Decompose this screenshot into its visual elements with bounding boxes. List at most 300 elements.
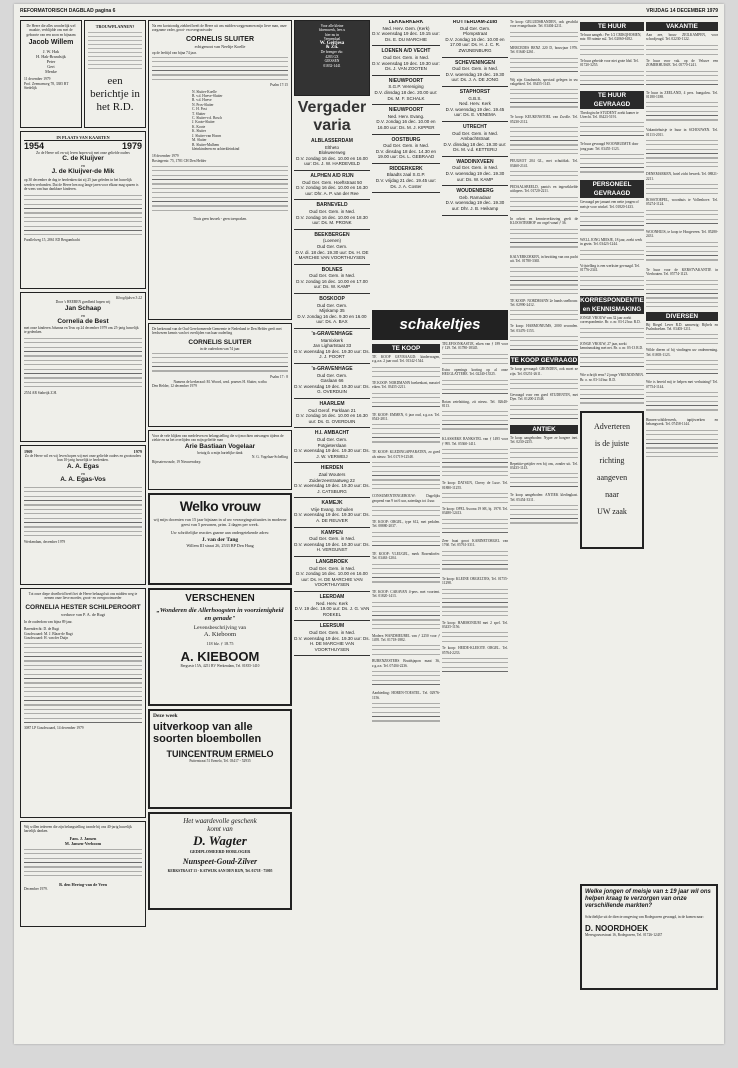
church-place: 's-GRAVENHAGE xyxy=(311,366,353,372)
noordhoek-sub: Schriftelijke uit de directe omgeving van Bodegraven gevraagd, in de komen naar: xyxy=(585,914,704,919)
section-header: KORRESPONDENTIE en KENNISMAKING xyxy=(580,296,644,313)
classified-text-lines xyxy=(646,360,718,376)
classified-text-lines xyxy=(510,229,578,251)
classified-ad: TELEFOONKASTJE, eiken van ƒ 189 voor ƒ 129. Tel. 01780-18345. xyxy=(442,342,508,351)
church-place: OOSTBURG xyxy=(391,136,421,143)
church-name: Oud Ger. Gem. in Ned. xyxy=(308,536,356,542)
church-listing xyxy=(294,139,370,167)
church-listing xyxy=(442,61,508,83)
church-listing xyxy=(442,189,508,211)
ad-wagter xyxy=(148,812,292,910)
classified-text-lines xyxy=(510,127,578,155)
classified-text-lines xyxy=(442,411,508,433)
church-list-2 xyxy=(372,20,440,193)
anniversary-egas xyxy=(20,445,146,585)
verschenen-sub: Levensbeschrijving van xyxy=(193,625,247,631)
section-header: TE HUUR GEVRAAGD xyxy=(580,91,644,109)
classified-ad: Repetitie-getijder een bij ons, zonder uit. Tel. 03435-1143. xyxy=(510,461,578,470)
classified-text-lines xyxy=(510,197,578,213)
church-listing xyxy=(294,297,370,325)
church-place: UTRECHT xyxy=(463,123,487,130)
schaap-address: 2554 AR Stabeijk Z.H. xyxy=(24,390,58,395)
church-place: ALBLASSERDAM xyxy=(311,138,353,144)
church-name: Oud Ger. Gem. in Ned. xyxy=(382,54,430,60)
geitjes-line: Voor alle kleine xyxy=(320,24,344,28)
divider xyxy=(442,156,508,157)
classified-ad: BURENZESTERS Bruidsjapon maat 36, z.g.a.n. Tel. 07404-2236. xyxy=(372,659,440,668)
obit-name: CORNELIA HESTER SCHILPEROORT xyxy=(25,603,141,611)
church-listing xyxy=(294,203,370,225)
classified-ad: WELL JONG MEISJE, 18 jaar, zoekt werk in gezin. Tel. 03423-1244. xyxy=(580,238,643,247)
classified-ad: KLASSIEKE BANKSTEL van ƒ 1495 voor ƒ 995. Tel. 05360-1411. xyxy=(442,437,508,446)
church-detail: D.V. woensdag 19 dec. 19.30 uur: Ds. A. DE REUVER xyxy=(294,512,370,524)
church-listing xyxy=(442,125,508,153)
sibling-1: Peter xyxy=(46,59,56,65)
church-name: Oud Ger. Gem. in Ned. xyxy=(382,143,430,149)
divider xyxy=(294,229,370,230)
trouwplannen-ad xyxy=(84,20,146,128)
church-listing xyxy=(372,79,440,101)
church-name: Oud Ger. Gem. xyxy=(316,302,348,308)
classified-text-lines xyxy=(510,32,578,42)
classified-ad: TE KOOP: KLEDINGAPPARATEN, zo goed als nieuw. Tel. 01719-12548. xyxy=(372,450,440,459)
church-listing xyxy=(372,108,440,130)
classified-text-lines xyxy=(510,310,578,320)
vogelaar-signed: N. G. Vogelaar-Schelling xyxy=(251,455,288,460)
church-detail: D.V. zondag 16 dec. 10.00 en 16.30 uur: Ds. G. OVERDUIN xyxy=(296,413,368,424)
classified-ad: TE KOOP: NORDMANN boekenkast, massief eiken. Tel. 03455-2211. xyxy=(372,380,440,390)
classified-ad: Gevraagd voor een goed STUDENTIN, met Dyn. Tel. 01200-21548. xyxy=(510,392,578,402)
ad-geitjes xyxy=(294,20,370,96)
classified-ad: Binnen-schilderwerk, tapijtwerken en behangwerk. Tel. 07458-1144. xyxy=(646,417,718,427)
church-listing xyxy=(372,167,440,189)
church-detail: D.V. zondag 16 dec. 10.00 en 16.00 uur: Ds. H. DE MARCHIE VAN VOORTHUYSEN xyxy=(296,571,368,588)
classified-ad: BOSSTOEPEL, woonhuis te Vollenhove. Tel. 05274-1124. xyxy=(646,198,718,207)
ad-verschenen xyxy=(148,588,292,706)
sluiter-intro: Na een kortstondig ziekbed heeft de Heere uit ons midden weggenomen mijn lieve man, onze zorgzame vader, groot- en overgrootvader xyxy=(152,24,287,33)
classified-text-lines xyxy=(510,336,578,352)
classified-text-lines xyxy=(510,58,578,74)
welkom-sub: Uw schriftelijke reacties gaarne aan ondergetekende adres: xyxy=(170,530,270,535)
classified-text-lines xyxy=(510,448,578,458)
divider xyxy=(372,104,440,105)
church-place: HAARLEM xyxy=(319,400,345,407)
divider xyxy=(294,328,370,329)
classified-list-1 xyxy=(372,355,440,725)
church-place: 's-GRAVENHAGE xyxy=(311,331,353,338)
classified-ad: TE KOOP GEVRAAGD: kinderwagen, z.g.a.n. 2 jaar oud. Tel. 01342-1544. xyxy=(372,355,440,364)
classified-text-lines xyxy=(372,367,440,377)
church-place: H.I. AMBACHT xyxy=(314,430,350,437)
church-name: Oud Ger. Gem. xyxy=(316,436,348,442)
church-place: WADDINXVEEN xyxy=(456,158,494,165)
divider xyxy=(294,170,370,171)
classified-text-lines xyxy=(442,354,508,364)
church-service: D.V. zondag 16 dec. 10.00 en 17.00 uur: Ds. H. J. C. R. ZWIJNENBURG xyxy=(445,36,505,53)
family-line: T. Sluiter xyxy=(192,111,206,116)
classified-ad: Te koop: HEIDE-KLEIOTE ORGEL. Tel. 05764-2233. xyxy=(442,646,508,655)
egas-name-2: A. A. Egas-Vos xyxy=(60,475,106,483)
bloemen-label: Deze week xyxy=(153,713,178,719)
ad-line-3: richting xyxy=(599,456,625,466)
sluiter-verse: Psalm 17:15 xyxy=(270,83,288,88)
verschenen-quote: „Wonderen die Allerhoogsten in voorzienigheid en genade" xyxy=(156,607,284,622)
classified-text-lines xyxy=(580,276,644,292)
church-place: HIERDEN xyxy=(320,465,344,472)
birth-date: 11 december 1979 xyxy=(24,77,51,82)
church-name: Oud Ger. Gem. in Ned. xyxy=(308,565,356,571)
year-end: 1979 xyxy=(121,141,142,151)
egas-en: en xyxy=(81,470,85,476)
classified-text-lines xyxy=(442,632,508,642)
birth-intro: De Heere die alles wonderlijk wel maakte, verblijdde ons met de geboorte van een zoon en bijnaam xyxy=(26,24,76,37)
vergader-varia-title: Vergader varia xyxy=(297,99,367,134)
church-place: RIDDERKERK xyxy=(389,165,423,172)
classified-text-lines xyxy=(442,449,508,477)
classified-ad: Te koop aangeboden: Nyper ze borgere inet. Tel. 0230-2255. xyxy=(510,435,578,445)
welkom-address: Willem III straat 26, 2533 BP Den Haag xyxy=(186,543,254,548)
classified-text-lines xyxy=(580,250,644,260)
sibling-2: Gert xyxy=(47,64,55,70)
classified-text-lines xyxy=(646,102,718,124)
classified-text-lines xyxy=(442,519,508,535)
noordhoek-address: Meresgouwestraat 16, Bodegraven, Tel. 01726-12437 xyxy=(585,933,663,938)
column-6 xyxy=(510,20,578,1040)
classified-ad: Te koop aangeboden: ANTIEK kledingkast. Tel. 05454-3311. xyxy=(510,493,578,502)
church-name: Oud Ger. Gem. in Ned. xyxy=(451,66,499,72)
church-name: Vrije Evang. Schuilen xyxy=(310,506,354,512)
divider xyxy=(294,199,370,200)
sluiter-age: op de leeftijd van bijna 74 jaar. xyxy=(152,50,197,55)
section-diversen: DIVERSEN xyxy=(646,312,718,321)
classified-text-lines xyxy=(372,393,440,409)
church-name: Ned. Herv. Evang. xyxy=(387,113,425,119)
church-detail: Ambachtstraat xyxy=(460,136,490,142)
church-place: LOENEN A/D VECHT xyxy=(381,48,431,55)
classified-text-lines xyxy=(646,242,718,264)
thanks-name-3: B. den Hertog-van de Veen xyxy=(59,881,107,887)
birth-address: Prof. Zeemanweg 78, 3385 BT Stedelijk xyxy=(24,81,69,91)
family-line: J. Sluiter-van Hoorn xyxy=(192,133,222,138)
ad-adverteren xyxy=(580,411,644,549)
church-detail: D.V. zondag 16 dec. 10.00 en 17.00 uur: Ds. W. KAMP xyxy=(296,278,368,290)
church-detail: Potgieterslaan xyxy=(317,442,347,448)
schaap-intro: Door 's HEEREN goedheid hopen wij xyxy=(55,300,111,305)
schakeltjes-banner: schakeltjes xyxy=(372,310,508,340)
wagter-name: D. Wagter xyxy=(193,833,247,848)
classified-text-lines xyxy=(372,424,440,446)
classified-ad: Aanbieding: HOREN-TOESTEL. Tel. 02976-1156. xyxy=(372,691,440,700)
ad-welkom-vrouw xyxy=(148,493,292,585)
church-detail: D.V. zondag 16 dec. 10.00 en 16.00 uur: Ds. M. J. KIPPER xyxy=(376,119,436,130)
church-place: LEERSUM xyxy=(319,623,345,630)
liefde-name-1: C. de Kluijver xyxy=(62,155,104,163)
church-place: BEEKBERGEN xyxy=(314,231,350,238)
classified-ad: JONGE VROUW, 27 jaar, zoekt kennismaking met net. Br. o. nr. 03-13 R.D. xyxy=(580,341,643,350)
section-te-koop-gevraagd: TE KOOP GEVRAAGD xyxy=(510,357,578,365)
classified-ad: Zeer fraai groot KABINETORGEL van 1760. Tel. 05761-3311. xyxy=(442,538,508,548)
newspaper-page xyxy=(14,4,724,1044)
church-name: Oud Ger. Gem. in Ned. xyxy=(451,130,499,136)
family-line: N. Pros-Sluiter xyxy=(192,102,214,107)
classified-ad: Bij Riegel Lever R.D. aanwezig: Bijbels en Psalmboeken. Tel. 03403-1211. xyxy=(646,322,718,331)
classified-ad: CONSUMENTENGEBOUW: Dagelijks geopend van 9 tot 6 uur, zaterdags tot 4 uur. xyxy=(372,494,440,503)
classified-text-lines xyxy=(372,506,440,516)
classified-ad: TE KOOP: VLEUGEL, merk Bosendorfer. Tel. 03463-1204. xyxy=(372,551,440,561)
obit-intro: Tot onze diepe droefheid heeft het de Heere behaagd uit ons midden weg te nemen onze lieve moeder, groot- en overgrootmoeder xyxy=(28,592,138,601)
classified-ad: MERCEDES BENZ 220 D, bouwjaar 1976. Tel. 01640-2261. xyxy=(510,45,578,55)
header-right: VRIJDAG 14 DECEMBER 1979 xyxy=(646,8,718,14)
church-name: Oud Ger. Gem. xyxy=(459,25,491,31)
parent-1: J. W. Hak xyxy=(42,49,60,55)
divider xyxy=(442,86,508,87)
classified-ad: DENEMARKEN, hotel zicht bewerk. Tel. 08821-2211. xyxy=(646,172,718,181)
thanks-jansen xyxy=(20,821,146,927)
birth-name: Jacob Willem xyxy=(28,39,74,47)
classified-ad: WOONHUIS, te koop te Hoogeveen. Tel. 05280-2431. xyxy=(646,229,718,239)
church-service: D.V. woensdag 19 dec. 19.30 uur: Ds. G. OVERDUIN xyxy=(294,383,370,395)
classified-ad: PEDAALSBEELD, panta's en ingewikkelde uitlopers. Tel. 01720-2211. xyxy=(510,185,578,194)
classified-sections xyxy=(580,22,644,407)
ad-noordhoek xyxy=(580,884,718,990)
church-name: S.G.P. Vereniging xyxy=(388,84,424,90)
church-place: BOSKOOP xyxy=(319,296,345,303)
classified-ad: JONGE VROUW van 32 jaar zoekt correspondentie. Br. o. nr. 03-12 bur. R.D. xyxy=(580,315,641,325)
column-1 xyxy=(20,20,146,1040)
classified-list-2 xyxy=(442,342,508,674)
anniversary-kluijver xyxy=(20,131,146,289)
church-listing xyxy=(294,501,370,523)
classified-text-lines xyxy=(442,551,508,573)
schaap-en: en xyxy=(81,312,85,318)
church-listing xyxy=(294,402,370,424)
church-place: ROTTERDAM-Zuid xyxy=(452,20,498,25)
year-start: 1954 xyxy=(24,141,45,151)
divider xyxy=(294,591,370,592)
divider xyxy=(294,264,370,265)
church-notice-sluiter xyxy=(148,323,292,427)
schaap-text: met onze kinderen Johanna en Teus op 24 december 1979 ons 25-jarig huwelijk te gedenken. xyxy=(24,325,139,335)
classified-ad: In orkest en kennisverkiezing geeft de KLOOSTERHOF uw orgel vanaf ƒ 36. xyxy=(510,216,578,226)
classified-ad: Extra openings korting op al onze HEUGLATTERE. Tel. 02240-13525. xyxy=(442,367,508,377)
schaap-heading: Klooglijdeen 3:22 xyxy=(115,296,142,300)
geitjes-line: 4283 GX xyxy=(325,54,339,59)
classified-text-lines xyxy=(510,505,578,527)
classified-text-lines xyxy=(646,140,718,168)
church-detail: D.V. dinsdag 18 dec. 20.00 uur: Ds. M. F. SCHALK xyxy=(374,89,438,101)
church-place: LANGBROEK xyxy=(315,559,349,566)
church-detail: Mijskamp 35 xyxy=(319,308,345,314)
classified-text-lines xyxy=(510,379,578,389)
family-line: M. Sluiter xyxy=(192,138,207,143)
classified-text-lines xyxy=(646,210,718,226)
church-place: BARNEVELD xyxy=(316,202,348,209)
church-list-1 xyxy=(294,139,370,656)
family-line: C. H. Post xyxy=(192,107,207,112)
family-line: K. Koote xyxy=(192,124,206,129)
church-name: Oud Ger. Gem. Hoeftstraat 50 xyxy=(301,179,363,185)
vakantie-list xyxy=(646,33,718,308)
verschenen-address: Bergsestr 15A, 4251 BV Werkendam, Tel. 01835-1410 xyxy=(180,664,260,668)
church-name: Geb. Ramadaar xyxy=(458,194,492,200)
bericht-sub: in de ouderdom van 74 jaar. xyxy=(199,346,241,351)
church-name: Blaadts zaal S.G.P. xyxy=(386,172,426,178)
classified-ad: Te koop: HARMONIUM met 2 spel. Tel. 03435-1156. xyxy=(442,620,508,629)
church-listing xyxy=(294,560,370,588)
church-listing xyxy=(294,367,370,395)
bloemen-title: uitverkoop van alle soorten bloembollen xyxy=(153,721,262,745)
classified-ad: Te huur aangeb.: Per 1/2 CRIKQHOMEN, mts: 80 ruimte m2. Tel. 02060-6182. xyxy=(580,33,642,42)
classified-text-lines xyxy=(442,380,508,396)
church-detail: Oud Ger. Gem. xyxy=(316,243,348,249)
classified-text-lines xyxy=(646,71,718,87)
church-name: Oud Ger. Gem. in Ned. xyxy=(451,165,499,171)
church-detail: D.V. vrijdag 21 dec. 19.45 uur: Ds. J. A. Coster xyxy=(375,178,437,189)
divider xyxy=(294,427,370,428)
obit-sub: weduwe van P. A. de Rugt xyxy=(60,611,106,617)
classified-text-lines xyxy=(372,645,440,655)
church-detail: Ned. Herv. Kerk xyxy=(459,101,491,107)
classified-ad: TE KOOP: ORGEL, type 612, met pedalen. Tel. 08880-2037. xyxy=(372,520,440,529)
classified-ad: Gevraagd per januari een nette jongen of meisje voor winkel. Tel. 01820-1433. xyxy=(580,200,639,209)
classified-text-lines xyxy=(372,602,440,630)
classified-ad: PEUGEOT 204 GL, met schuifdak. Tel. 03460-2141. xyxy=(510,159,578,168)
bericht-place: Den Helder, 12 december 1979 xyxy=(152,384,197,389)
church-name: G.B.S. xyxy=(468,95,482,101)
church-name: Oud Ger. Gem. in Ned. xyxy=(308,273,356,279)
ad-tuincentrum xyxy=(148,709,292,809)
sluiter-sub: echtgenoot van Neeltje Koelle xyxy=(194,43,246,49)
divider xyxy=(294,462,370,463)
family-line: J. Koote-Sluiter xyxy=(192,120,215,125)
sibling-3: Menke xyxy=(45,69,57,75)
divider xyxy=(294,398,370,399)
church-place: KAMEJK xyxy=(321,500,343,507)
church-listing xyxy=(294,268,370,290)
divider xyxy=(442,121,508,122)
parent-2: H. Hak-Brandsijk xyxy=(36,54,66,60)
schaap-name-1: Jan Schaap xyxy=(64,304,102,312)
vogelaar-sub: betuig ik u mijn hartelijke dank xyxy=(197,450,243,455)
geitjes-line: GIESSEN xyxy=(324,59,340,64)
church-listing xyxy=(294,624,370,652)
classified-text-lines xyxy=(372,703,440,725)
bericht-verse: Psalm 17 : 8 xyxy=(270,375,288,380)
church-detail: D.V. woensdag 19 dec. 19.30 uur: Ds. J. VAN ZOOTEN xyxy=(372,60,440,72)
church-service: D.V. zondag 16 dec. 9.30 en 16.00 uur: Ds. A. BAX xyxy=(297,313,367,325)
classified-ad: Vrijstelling is een werkster gevraagd. Tel. 01776-2341. xyxy=(580,263,640,273)
noordhoek-question: Welke jongen of meisje van ± 19 jaar wil ons helpen kraag te verzorgen van onze verschillende markten? xyxy=(585,889,711,910)
divider xyxy=(372,45,440,46)
church-detail: D.V. 19 dec. 19.00 uur: Ds. J. G. VAN ROEKEL xyxy=(294,606,370,617)
church-list-3 xyxy=(442,20,508,216)
vogelaar-place: Rijnsaterwoude, 19 Nieuwendorp xyxy=(152,459,201,464)
church-listing xyxy=(372,20,440,42)
classified-ad: Te koop: OPEL Ascona 19 SR, bj. 1978. Tel. 03480-12413. xyxy=(442,507,508,516)
church-name: Zaal Wouters xyxy=(318,471,346,477)
ad-line-4: aangeven xyxy=(596,473,628,483)
geitjes-line: 01832-1441 xyxy=(323,63,341,68)
church-detail: D.V. woensdag 19 dec. 19.30 uur: Ds. H. VERGUNST xyxy=(294,541,370,553)
church-listing xyxy=(294,531,370,553)
classified-text-lines xyxy=(646,392,718,414)
church-place: NIEUWPOORT xyxy=(388,77,424,84)
ad-line-6: UW zaak xyxy=(597,507,627,517)
family-line: kleinkinderen en achterkleinkind xyxy=(192,146,240,151)
classified-text-lines xyxy=(580,154,644,176)
verschenen-publisher: A. KIEBOOM xyxy=(180,649,260,664)
family-line: N. Sluiter-Koelle xyxy=(192,89,217,94)
sluiter-family xyxy=(152,90,288,152)
church-listing xyxy=(294,233,370,261)
church-detail: Jan Lighartstaat 33 xyxy=(312,343,352,349)
liefde-en: en xyxy=(81,163,85,169)
classified-ad: Te koop: HARMONIUMS, 2000 seconden. Tel. 03476-1153. xyxy=(510,324,578,333)
classified-text-lines xyxy=(372,564,440,586)
column-5 xyxy=(442,20,508,310)
church-listing xyxy=(442,90,508,118)
church-service: D.V. dinsdag 18 dec. 19.30 uur: Ds. M. v.d. KETTERIJ xyxy=(443,141,507,153)
welkom-name: J. van der Tang xyxy=(201,537,239,543)
section-vakantie: VAKANTIE xyxy=(646,22,718,31)
divider xyxy=(372,163,440,164)
trouw-title: TROUWPLANNEN? xyxy=(95,24,135,29)
classified-ad: Aan zee, bouw ZEILKAMPEN, voor schooljeugd. Tel. 02230-1122. xyxy=(646,33,718,42)
trouw-text: een berichtje in het R.D. xyxy=(90,75,140,113)
church-name: Ned. Herv. Gem. (Kerk) xyxy=(382,25,430,31)
wagter-line-1: Het waardevolle geschenk xyxy=(183,817,257,825)
geitjes-line: W. Geitjesa xyxy=(319,40,345,46)
divider xyxy=(294,527,370,528)
divider xyxy=(442,57,508,58)
church-listing xyxy=(372,138,440,160)
page-header xyxy=(20,6,718,17)
geitjes-line: & Zn. xyxy=(325,45,339,51)
column-4 xyxy=(372,20,440,310)
thanks-vogelaar xyxy=(148,430,292,490)
classified-ad: TE KOOP: EMMEN, 6 jaar oud, z.g.a.n. Tel. 0543-2811. xyxy=(372,412,440,422)
wagter-address: KERKSTRAAT 13 - KATWIJK AAN DEN RIJN, Tel. 01718 - 75005 xyxy=(167,869,273,873)
classified-ad: Te huur voor de KERSTVAKANTIE in Vierhouten. Tel. 05774-1123. xyxy=(646,267,718,277)
header-left: REFORMATORISCH DAGBLAD pagina 6 xyxy=(20,8,116,14)
liefde-text: op 30 december de dag te herdenken dat zij 25 jaar geleden in het huwelijk werden verbonden. Dat de Heere hen nog lange jaren voor elkaar mag sparen is de wens van hun dankbare kinderen. xyxy=(24,178,139,192)
obit-text: In de ouderdom van bijna 89 jaar. xyxy=(24,619,73,624)
sluiter-name: CORNELIS SLUITER xyxy=(185,35,255,43)
church-service: D.V. woensdag 19 dec. 19.45 uur: Ds. E. VENEMA xyxy=(445,106,505,118)
column-3 xyxy=(294,20,370,1040)
classified-text-lines xyxy=(510,473,578,489)
thanks-date: December 1979. xyxy=(24,886,48,891)
classified-ad: TE KOOP: NORDMANN 2e hands snelbouw. Tel. 02990-2412. xyxy=(510,298,578,307)
classified-text-lines xyxy=(510,405,578,421)
church-name: Marnixkerk xyxy=(320,337,343,343)
anniversary-schaap xyxy=(20,292,146,442)
church-listing xyxy=(372,49,440,71)
church-listing xyxy=(442,160,508,182)
church-detail: D.V. woensdag 19 dec. 19.15 uur: Ds. E. DU MARCHIE xyxy=(372,31,440,42)
classified-text-lines xyxy=(372,532,440,548)
column-4-classifieds xyxy=(372,342,440,1038)
classified-ad: KALVERKOEKEN, in bezitting van ons pacht uit. Tel. 01780-3365. xyxy=(510,254,578,264)
classified-text-lines xyxy=(580,122,644,138)
classified-ad: Te huur in ZEELAND, 4 pers. bungalow. Tel. 01180-1188. xyxy=(646,90,718,100)
birth-announcement xyxy=(20,20,82,128)
church-name: Oud Ger. Gem. in Ned. xyxy=(308,629,356,635)
obituary-sluiter xyxy=(148,20,292,320)
obit-family-2: Goudswaard: M. J. Blaas-de Rugt xyxy=(24,631,73,636)
divider xyxy=(372,192,440,193)
church-listing xyxy=(294,332,370,360)
